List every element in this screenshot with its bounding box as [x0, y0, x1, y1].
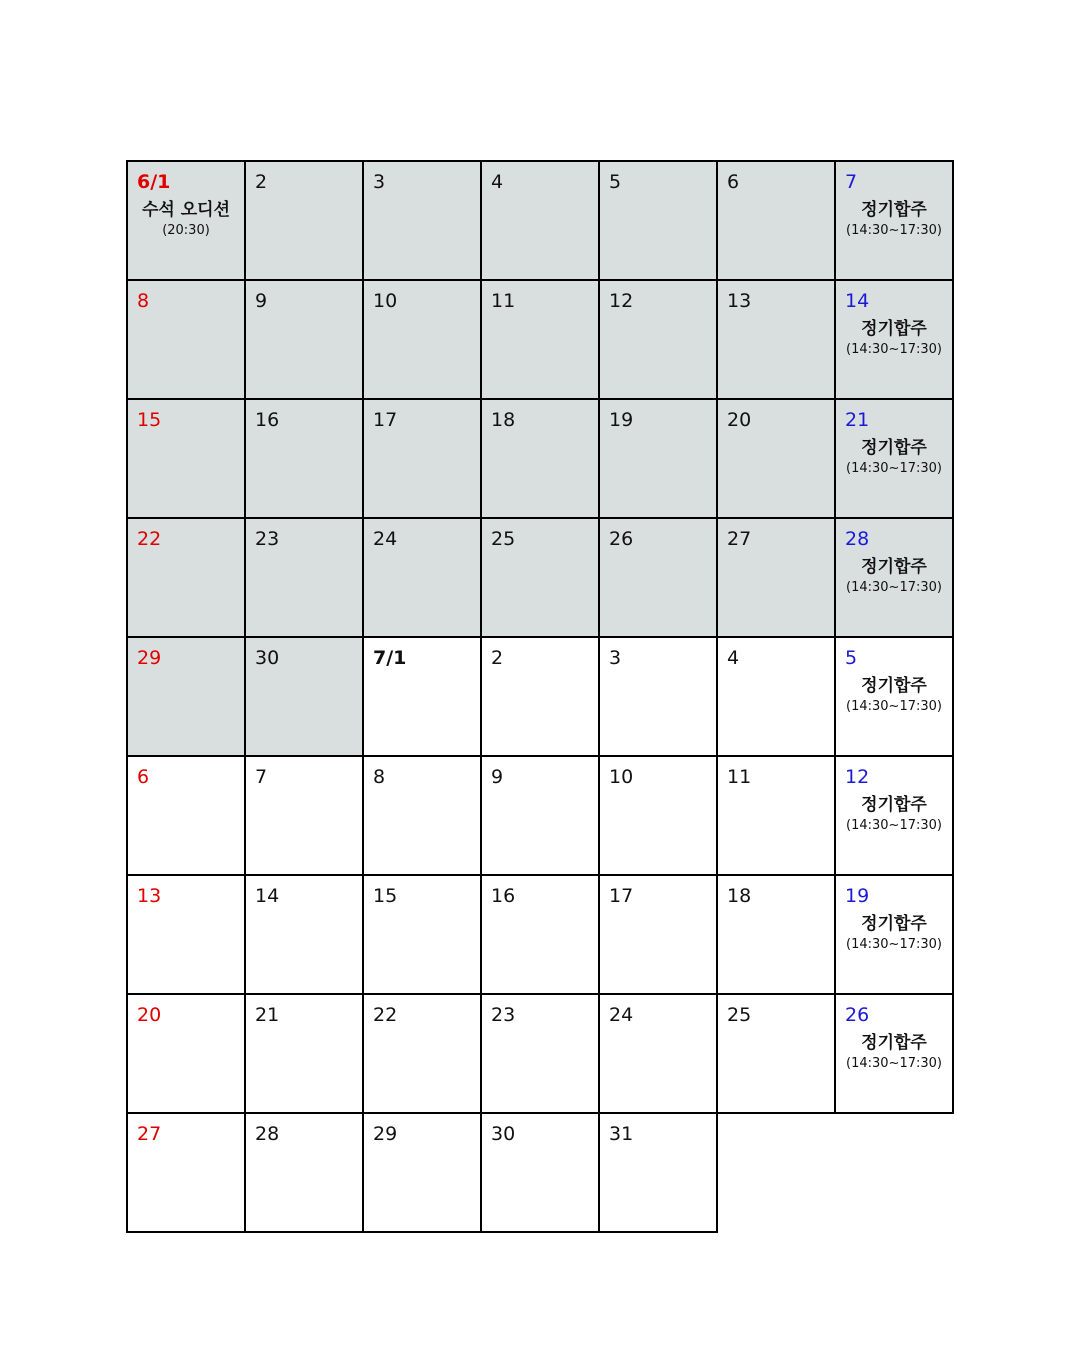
calendar-day-cell [716, 279, 836, 400]
event-title: 정기합주 [861, 319, 927, 339]
calendar-day-cell [244, 755, 364, 876]
day-number: 2 [255, 171, 268, 193]
calendar-day-cell [834, 993, 954, 1114]
calendar-day-cell [362, 160, 482, 281]
day-number: 30 [255, 647, 280, 669]
calendar-day-cell [716, 160, 836, 281]
calendar-day-cell [126, 636, 246, 757]
calendar-day-cell [126, 993, 246, 1114]
calendar-day-cell [244, 160, 364, 281]
calendar-day-cell [598, 279, 718, 400]
calendar-day-cell [244, 1112, 364, 1233]
day-number: 21 [255, 1004, 280, 1026]
calendar-day-cell [362, 517, 482, 638]
day-number: 25 [727, 1004, 752, 1026]
calendar-day-cell [716, 993, 836, 1114]
day-number: 17 [609, 885, 634, 907]
calendar-day-cell [834, 279, 954, 400]
day-number: 13 [727, 290, 752, 312]
day-number: 12 [845, 766, 870, 788]
event-title: 정기합주 [861, 438, 927, 458]
event-title: 수석 오디션 [141, 200, 231, 220]
calendar-day-cell [126, 1112, 246, 1233]
day-number: 22 [137, 528, 162, 550]
event-title: 정기합주 [861, 795, 927, 815]
calendar-day-cell [126, 279, 246, 400]
calendar-day-cell [244, 993, 364, 1114]
calendar-day-cell [244, 636, 364, 757]
calendar-day-cell [598, 1112, 718, 1233]
day-number: 16 [255, 409, 280, 431]
day-number: 15 [373, 885, 398, 907]
day-number: 28 [255, 1123, 280, 1145]
day-number: 22 [373, 1004, 398, 1026]
calendar-day-cell [362, 279, 482, 400]
event-title: 정기합주 [861, 1033, 927, 1053]
day-number: 18 [491, 409, 516, 431]
day-number: 23 [491, 1004, 516, 1026]
event-title: 정기합주 [861, 557, 927, 577]
day-number: 15 [137, 409, 162, 431]
day-number: 18 [727, 885, 752, 907]
calendar-day-cell [362, 1112, 482, 1233]
calendar-day-cell [598, 755, 718, 876]
day-number: 19 [609, 409, 634, 431]
day-number: 9 [255, 290, 268, 312]
event-time: (14:30~17:30) [846, 342, 942, 357]
day-number: 3 [609, 647, 622, 669]
event-time: (14:30~17:30) [846, 937, 942, 952]
calendar-day-cell [362, 398, 482, 519]
calendar-day-cell [480, 160, 600, 281]
calendar-day-cell [126, 755, 246, 876]
calendar-day-cell [480, 517, 600, 638]
calendar-day-cell [362, 874, 482, 995]
day-number: 7 [255, 766, 268, 788]
calendar-day-cell [598, 517, 718, 638]
day-number: 14 [845, 290, 870, 312]
day-number: 16 [491, 885, 516, 907]
calendar-day-cell [834, 874, 954, 995]
day-number: 10 [609, 766, 634, 788]
calendar-day-cell [716, 755, 836, 876]
calendar-day-cell [126, 517, 246, 638]
event-time: (14:30~17:30) [846, 818, 942, 833]
calendar-day-cell [716, 517, 836, 638]
event-title: 정기합주 [861, 914, 927, 934]
calendar-day-cell [480, 755, 600, 876]
event-time: (14:30~17:30) [846, 461, 942, 476]
day-number: 5 [845, 647, 858, 669]
day-number: 29 [373, 1123, 398, 1145]
calendar-day-cell [716, 398, 836, 519]
day-number: 26 [845, 1004, 870, 1026]
calendar-day-cell [598, 993, 718, 1114]
event-time: (14:30~17:30) [846, 699, 942, 714]
day-number: 23 [255, 528, 280, 550]
day-number: 27 [727, 528, 752, 550]
calendar-day-cell [480, 993, 600, 1114]
day-number: 6 [727, 171, 740, 193]
day-number: 28 [845, 528, 870, 550]
day-number: 9 [491, 766, 504, 788]
day-number: 11 [491, 290, 516, 312]
calendar-day-cell [598, 874, 718, 995]
event-time: (14:30~17:30) [846, 223, 942, 238]
day-number: 10 [373, 290, 398, 312]
calendar-day-cell [244, 279, 364, 400]
calendar-day-cell [834, 755, 954, 876]
day-number: 20 [727, 409, 752, 431]
day-number: 3 [373, 171, 386, 193]
calendar-day-cell [598, 160, 718, 281]
day-number: 20 [137, 1004, 162, 1026]
calendar-day-cell [362, 636, 482, 757]
calendar-day-cell [480, 874, 600, 995]
calendar-day-cell [126, 874, 246, 995]
event-time: (20:30) [162, 223, 210, 238]
day-number: 2 [491, 647, 504, 669]
day-number: 31 [609, 1123, 634, 1145]
calendar-day-cell [126, 160, 246, 281]
calendar-day-cell [480, 1112, 600, 1233]
calendar-day-cell [834, 636, 954, 757]
day-number: 6/1 [137, 171, 171, 193]
day-number: 6 [137, 766, 150, 788]
day-number: 21 [845, 409, 870, 431]
day-number: 27 [137, 1123, 162, 1145]
day-number: 24 [609, 1004, 634, 1026]
event-title: 정기합주 [861, 200, 927, 220]
day-number: 19 [845, 885, 870, 907]
calendar-day-cell [834, 160, 954, 281]
day-number: 12 [609, 290, 634, 312]
calendar-day-cell [126, 398, 246, 519]
calendar-day-cell [244, 874, 364, 995]
day-number: 17 [373, 409, 398, 431]
calendar-day-cell [834, 517, 954, 638]
calendar-day-cell [598, 636, 718, 757]
event-time: (14:30~17:30) [846, 580, 942, 595]
calendar-day-cell [480, 398, 600, 519]
calendar-day-cell [598, 398, 718, 519]
day-number: 4 [727, 647, 740, 669]
calendar-day-cell [244, 398, 364, 519]
day-number: 24 [373, 528, 398, 550]
day-number: 29 [137, 647, 162, 669]
day-number: 8 [373, 766, 386, 788]
calendar-grid [126, 160, 954, 1232]
day-number: 25 [491, 528, 516, 550]
day-number: 8 [137, 290, 150, 312]
event-time: (14:30~17:30) [846, 1056, 942, 1071]
calendar-day-cell [480, 279, 600, 400]
day-number: 14 [255, 885, 280, 907]
calendar-day-cell [834, 398, 954, 519]
day-number: 30 [491, 1123, 516, 1145]
calendar-day-cell [480, 636, 600, 757]
day-number: 13 [137, 885, 162, 907]
calendar-day-cell [716, 636, 836, 757]
calendar-day-cell [362, 755, 482, 876]
calendar-day-cell [244, 517, 364, 638]
day-number: 4 [491, 171, 504, 193]
day-number: 7 [845, 171, 858, 193]
calendar-day-cell [716, 874, 836, 995]
day-number: 5 [609, 171, 622, 193]
day-number: 7/1 [373, 647, 407, 669]
calendar-day-cell [362, 993, 482, 1114]
day-number: 11 [727, 766, 752, 788]
day-number: 26 [609, 528, 634, 550]
event-title: 정기합주 [861, 676, 927, 696]
